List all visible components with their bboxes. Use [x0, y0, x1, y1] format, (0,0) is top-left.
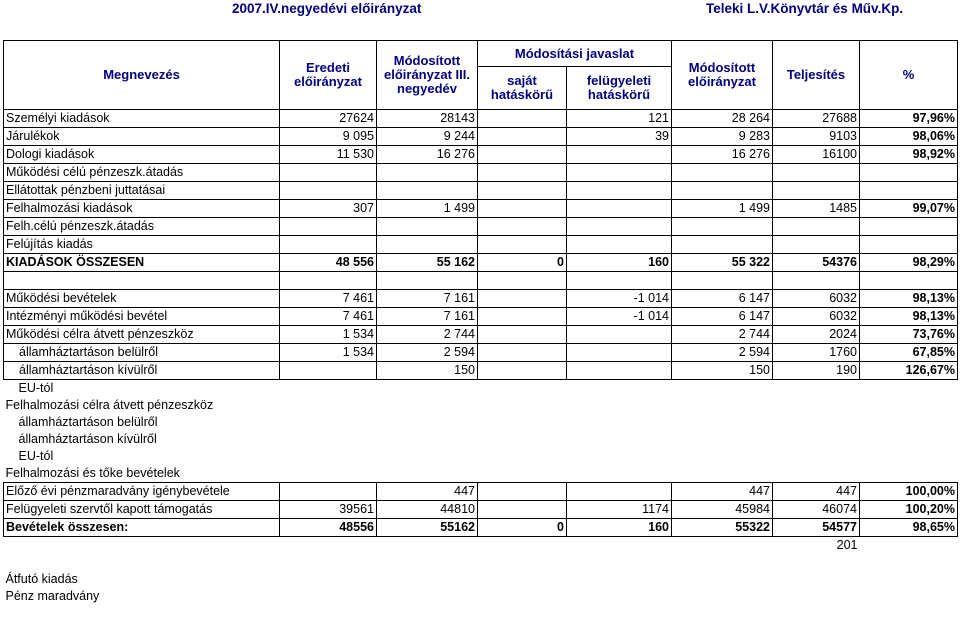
cell-modified: 16 276 [672, 146, 773, 164]
cell-own: 0 [478, 254, 567, 272]
cell-original: 1 534 [280, 326, 377, 344]
table-row [4, 182, 958, 200]
cell-original [280, 414, 377, 431]
cell-fulfilment [773, 448, 860, 465]
cell-modified3 [377, 272, 478, 290]
cell-original [280, 448, 377, 465]
cell-super [567, 414, 672, 431]
cell-own [478, 272, 567, 290]
cell-modified3: 55162 [377, 519, 478, 537]
cell-modified: 55 322 [672, 254, 773, 272]
table-row [4, 272, 958, 290]
col-fulfilment-header: Teljesítés [773, 41, 860, 110]
cell-percent: 73,76% [860, 326, 958, 344]
cell-own [478, 236, 567, 254]
cell-modified3: 9 244 [377, 128, 478, 146]
cell-fulfilment [773, 182, 860, 200]
cell-own [478, 290, 567, 308]
cell-modified: 447 [672, 483, 773, 501]
cell-original: 48 556 [280, 254, 377, 272]
cell-own [478, 448, 567, 465]
cell-fulfilment: 54376 [773, 254, 860, 272]
cell-modified [672, 537, 773, 555]
row-label: Felújítás kiadás [4, 236, 280, 254]
cell-fulfilment [773, 414, 860, 431]
cell-percent [860, 588, 958, 605]
cell-percent [860, 272, 958, 290]
cell-modified: 6 147 [672, 308, 773, 326]
cell-modified [672, 380, 773, 398]
cell-original [280, 431, 377, 448]
cell-percent [860, 431, 958, 448]
cell-modified: 45984 [672, 501, 773, 519]
cell-modified [672, 431, 773, 448]
report-title: 2007.IV.negyedévi előirányzat [232, 1, 422, 16]
cell-fulfilment: 16100 [773, 146, 860, 164]
cell-original: 11 530 [280, 146, 377, 164]
row-label: Működési bevételek [4, 290, 280, 308]
cell-super [567, 465, 672, 483]
cell-original [280, 218, 377, 236]
cell-fulfilment [773, 236, 860, 254]
cell-modified3: 150 [377, 362, 478, 380]
cell-own [478, 588, 567, 605]
cell-super [567, 571, 672, 588]
cell-super [567, 200, 672, 218]
cell-percent: 98,13% [860, 308, 958, 326]
table-row [4, 501, 958, 519]
cell-super [567, 588, 672, 605]
cell-own [478, 200, 567, 218]
cell-original [280, 397, 377, 414]
table-row [4, 431, 958, 448]
cell-super: 121 [567, 110, 672, 128]
cell-fulfilment [773, 380, 860, 398]
table-row [4, 519, 958, 537]
cell-percent: 97,96% [860, 110, 958, 128]
cell-modified3 [377, 537, 478, 555]
cell-fulfilment: 190 [773, 362, 860, 380]
row-label: Működési célra átvett pénzeszköz [4, 326, 280, 344]
row-label [4, 537, 280, 555]
cell-original [280, 164, 377, 182]
row-label: államháztartáson kívülről [4, 362, 280, 380]
cell-percent: 100,20% [860, 501, 958, 519]
row-label: Előző évi pénzmaradvány igénybevétele [4, 483, 280, 501]
cell-original [280, 272, 377, 290]
cell-own [478, 362, 567, 380]
row-label: Átfutó kiadás [5, 572, 78, 586]
cell-original [280, 571, 377, 588]
table-row [4, 465, 958, 483]
cell-percent [860, 537, 958, 555]
cell-fulfilment [773, 218, 860, 236]
cell-modified3 [377, 448, 478, 465]
cell-modified3 [377, 588, 478, 605]
cell-percent: 98,13% [860, 290, 958, 308]
cell-super [567, 146, 672, 164]
table-row [4, 397, 958, 414]
row-label: Járulékok [4, 128, 280, 146]
cell-percent [860, 236, 958, 254]
cell-percent: 67,85% [860, 344, 958, 362]
cell-modified3: 55 162 [377, 254, 478, 272]
cell-percent: 98,65% [860, 519, 958, 537]
table-row [4, 308, 958, 326]
row-label [4, 272, 280, 290]
cell-own [478, 182, 567, 200]
table-row [4, 110, 958, 128]
institution-name: Teleki L.V.Könyvtár és Műv.Kp. [706, 1, 904, 16]
cell-modified3: 2 594 [377, 344, 478, 362]
table-row [4, 588, 958, 605]
cell-original [280, 554, 377, 571]
cell-own [478, 414, 567, 431]
cell-original [280, 537, 377, 555]
cell-original: 7 461 [280, 308, 377, 326]
cell-super: -1 014 [567, 290, 672, 308]
row-label: Személyi kiadások [4, 110, 280, 128]
table-row [4, 344, 958, 362]
col-modified3-header-line2: előirányzat III. [384, 67, 470, 82]
table-row [4, 200, 958, 218]
table-row [4, 128, 958, 146]
row-label: Felügyeleti szervtől kapott támogatás [4, 501, 280, 519]
cell-modified [672, 272, 773, 290]
cell-fulfilment: 27688 [773, 110, 860, 128]
cell-fulfilment [773, 431, 860, 448]
cell-fulfilment: 54577 [773, 519, 860, 537]
cell-own [478, 110, 567, 128]
cell-percent: 126,67% [860, 362, 958, 380]
cell-modified: 28 264 [672, 110, 773, 128]
col-original-header-line1: Eredeti [305, 60, 351, 75]
cell-original: 39561 [280, 501, 377, 519]
col-super-header-line2: hatáskörű [587, 87, 651, 103]
cell-own [478, 397, 567, 414]
cell-fulfilment: 6032 [773, 308, 860, 326]
cell-own [478, 218, 567, 236]
cell-modified [672, 588, 773, 605]
cell-modified [672, 236, 773, 254]
row-label: EU-tól [18, 449, 54, 463]
cell-modified3 [377, 164, 478, 182]
cell-super: 39 [567, 128, 672, 146]
cell-modified: 9 283 [672, 128, 773, 146]
table-row [4, 236, 958, 254]
cell-modified3 [377, 465, 478, 483]
cell-super [567, 218, 672, 236]
cell-fulfilment: 447 [773, 483, 860, 501]
row-label: államháztartáson belülről [4, 344, 280, 362]
cell-modified: 2 744 [672, 326, 773, 344]
cell-own [478, 146, 567, 164]
cell-modified3 [377, 218, 478, 236]
col-modified-header-line1: Módosított [688, 60, 756, 75]
cell-modified3: 7 161 [377, 290, 478, 308]
cell-own [478, 380, 567, 398]
row-label: Felhalmozási és tőke bevételek [5, 466, 180, 480]
title-bar [0, 0, 960, 22]
cell-original [280, 380, 377, 398]
table-row [4, 448, 958, 465]
row-label: államháztartáson belülről [18, 415, 158, 429]
table-row [4, 146, 958, 164]
cell-modified3: 1 499 [377, 200, 478, 218]
cell-own [478, 164, 567, 182]
cell-modified3: 16 276 [377, 146, 478, 164]
cell-percent: 99,07% [860, 200, 958, 218]
table-row [4, 380, 958, 398]
cell-super [567, 380, 672, 398]
table-row [4, 414, 958, 431]
cell-modified3: 447 [377, 483, 478, 501]
cell-fulfilment [773, 164, 860, 182]
cell-modified3: 28143 [377, 110, 478, 128]
cell-modified3: 2 744 [377, 326, 478, 344]
cell-own [478, 571, 567, 588]
cell-super [567, 448, 672, 465]
row-label: Ellátottak pénzbeni juttatásai [4, 182, 280, 200]
table-row [4, 483, 958, 501]
cell-super [567, 164, 672, 182]
cell-modified: 55322 [672, 519, 773, 537]
cell-modified3 [377, 414, 478, 431]
col-modified-header-line2: előirányzat [688, 74, 756, 89]
row-label: Működési célú pénzeszk.átadás [4, 164, 280, 182]
cell-fulfilment: 6032 [773, 290, 860, 308]
row-label: EU-tól [18, 381, 54, 395]
table-row [4, 537, 958, 555]
col-proposal-header: Módosítási javaslat [478, 41, 672, 67]
col-super-header [567, 67, 672, 110]
cell-original: 48556 [280, 519, 377, 537]
cell-fulfilment [773, 588, 860, 605]
cell-fulfilment: 1485 [773, 200, 860, 218]
cell-modified3 [377, 571, 478, 588]
col-own-header-line1: saját [507, 73, 537, 89]
cell-own [478, 537, 567, 555]
cell-modified3: 44810 [377, 501, 478, 519]
cell-super [567, 182, 672, 200]
col-super-header-line1: felügyeleti [586, 73, 652, 89]
table-row [4, 326, 958, 344]
cell-own [478, 465, 567, 483]
cell-modified: 2 594 [672, 344, 773, 362]
cell-percent: 98,06% [860, 128, 958, 146]
cell-percent: 100,00% [860, 483, 958, 501]
cell-super: 160 [567, 254, 672, 272]
cell-modified [672, 448, 773, 465]
cell-percent [860, 182, 958, 200]
cell-super [567, 236, 672, 254]
row-label: államháztartáson kívülről [18, 432, 157, 446]
table-row [4, 362, 958, 380]
cell-fulfilment [773, 272, 860, 290]
cell-percent [860, 465, 958, 483]
cell-modified [672, 182, 773, 200]
cell-modified3 [377, 554, 478, 571]
col-original-header [280, 41, 377, 110]
row-label: Felhalmozási célra átvett pénzeszköz [5, 398, 214, 412]
cell-percent [860, 380, 958, 398]
row-label [4, 554, 280, 571]
cell-own [478, 308, 567, 326]
cell-modified3 [377, 431, 478, 448]
cell-modified [672, 164, 773, 182]
cell-fulfilment [773, 571, 860, 588]
cell-modified [672, 414, 773, 431]
table-row [4, 554, 958, 571]
row-label: Intézményi működési bevétel [4, 308, 280, 326]
cell-super [567, 397, 672, 414]
table-row [4, 164, 958, 182]
table-row [4, 218, 958, 236]
cell-modified3 [377, 380, 478, 398]
cell-original [280, 483, 377, 501]
cell-original: 7 461 [280, 290, 377, 308]
cell-fulfilment: 2024 [773, 326, 860, 344]
cell-percent [860, 218, 958, 236]
col-own-header-line2: hatáskörű [490, 87, 554, 103]
cell-fulfilment: 9103 [773, 128, 860, 146]
budget-table [3, 40, 958, 605]
cell-fulfilment [773, 465, 860, 483]
cell-super: 160 [567, 519, 672, 537]
cell-modified [672, 397, 773, 414]
cell-own [478, 501, 567, 519]
cell-super [567, 554, 672, 571]
cell-modified: 6 147 [672, 290, 773, 308]
cell-fulfilment [773, 554, 860, 571]
cell-percent [860, 164, 958, 182]
cell-modified: 150 [672, 362, 773, 380]
cell-modified3 [377, 182, 478, 200]
cell-fulfilment: 46074 [773, 501, 860, 519]
cell-modified [672, 554, 773, 571]
col-modified-header [672, 41, 773, 110]
header-row-1 [4, 41, 958, 67]
cell-super [567, 326, 672, 344]
cell-original [280, 465, 377, 483]
cell-original: 27624 [280, 110, 377, 128]
col-modified3-header [377, 41, 478, 110]
cell-percent: 98,29% [860, 254, 958, 272]
cell-fulfilment: 1760 [773, 344, 860, 362]
cell-original: 9 095 [280, 128, 377, 146]
table-row [4, 571, 958, 588]
cell-modified [672, 465, 773, 483]
cell-own [478, 554, 567, 571]
cell-percent [860, 571, 958, 588]
cell-original [280, 236, 377, 254]
cell-percent [860, 414, 958, 431]
col-own-header [478, 67, 567, 110]
cell-modified3: 7 161 [377, 308, 478, 326]
cell-percent [860, 554, 958, 571]
table-row [4, 290, 958, 308]
cell-super [567, 344, 672, 362]
cell-own [478, 431, 567, 448]
cell-super [567, 362, 672, 380]
col-modified3-header-line3: negyedév [397, 81, 457, 96]
cell-own [478, 128, 567, 146]
col-modified3-header-line1: Módosított [393, 53, 461, 68]
cell-modified3 [377, 397, 478, 414]
row-label: Bevételek összesen: [4, 519, 280, 537]
table-row [4, 254, 958, 272]
cell-own [478, 344, 567, 362]
cell-percent [860, 448, 958, 465]
row-label: Felhalmozási kiadások [4, 200, 280, 218]
cell-own [478, 483, 567, 501]
cell-fulfilment: 201 [836, 538, 858, 552]
cell-own [478, 326, 567, 344]
cell-super [567, 431, 672, 448]
row-label: KIADÁSOK ÖSSZESEN [4, 254, 280, 272]
col-percent-header: % [860, 41, 958, 110]
cell-fulfilment [773, 397, 860, 414]
col-name-header: Megnevezés [4, 41, 280, 110]
cell-original: 307 [280, 200, 377, 218]
cell-original [280, 362, 377, 380]
cell-percent [860, 397, 958, 414]
cell-super [567, 483, 672, 501]
cell-modified [672, 218, 773, 236]
cell-modified3 [377, 236, 478, 254]
cell-percent: 98,92% [860, 146, 958, 164]
row-label: Dologi kiadások [4, 146, 280, 164]
row-label: Felh.célú pénzeszk.átadás [4, 218, 280, 236]
cell-super: -1 014 [567, 308, 672, 326]
cell-modified [672, 571, 773, 588]
cell-original [280, 588, 377, 605]
cell-super [567, 537, 672, 555]
cell-super [567, 272, 672, 290]
cell-original [280, 182, 377, 200]
row-label: Pénz maradvány [5, 589, 100, 603]
cell-original: 1 534 [280, 344, 377, 362]
col-original-header-line2: előirányzat [294, 74, 362, 89]
cell-own: 0 [478, 519, 567, 537]
cell-modified: 1 499 [672, 200, 773, 218]
cell-super: 1174 [567, 501, 672, 519]
